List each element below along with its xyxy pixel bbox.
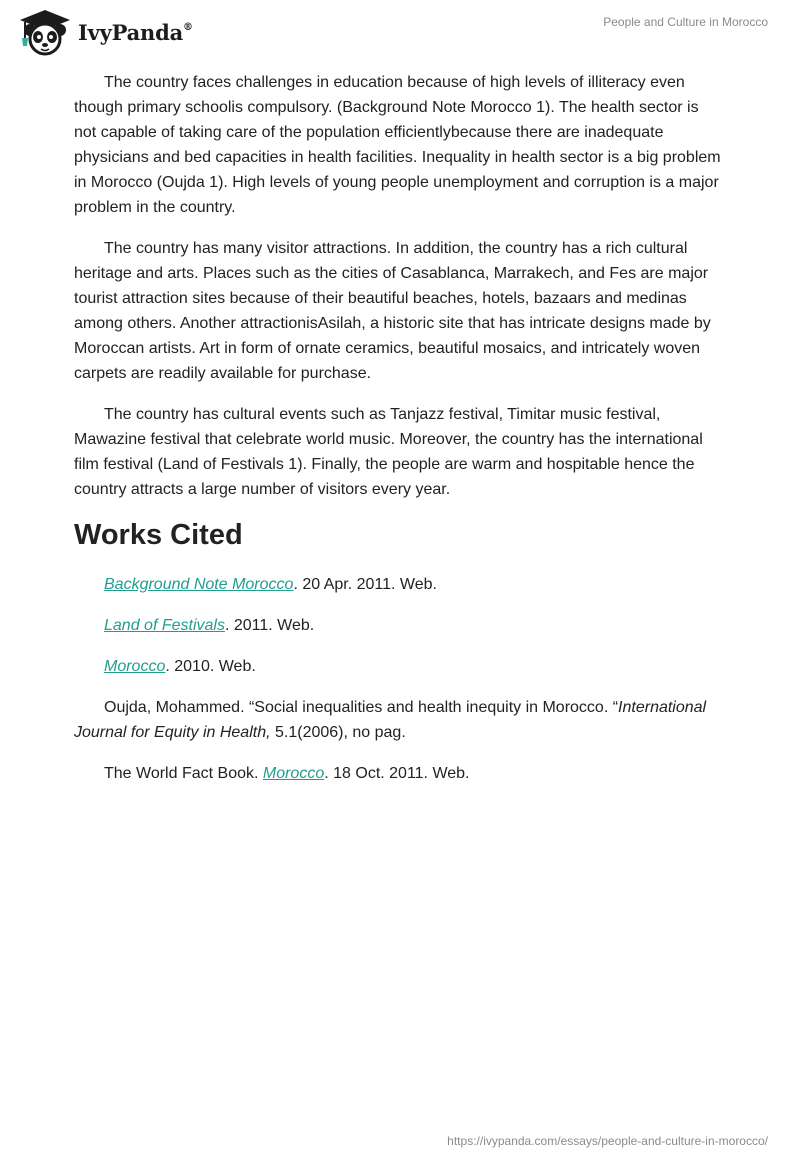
citation-link[interactable]: Morocco bbox=[262, 765, 325, 782]
citation-item bbox=[74, 613, 724, 638]
citation-details: . 2011. Web. bbox=[224, 617, 315, 634]
citation-link[interactable]: Morocco bbox=[104, 658, 166, 675]
citation-details: Oujda, Mohammed. “Social inequalities and health inequity in Morocco. “ bbox=[104, 699, 619, 716]
citation-item bbox=[74, 572, 724, 597]
citation-item bbox=[74, 761, 724, 786]
citation-details: . 18 Oct. 2011. Web. bbox=[324, 765, 470, 782]
citation-journal: International Journal for Equity in Health, bbox=[74, 699, 707, 741]
citation-details: . 2010. Web. bbox=[165, 658, 256, 675]
works-cited-heading: Works Cited bbox=[74, 519, 243, 551]
body-paragraph: The country has many visitor attractions. In addition, the country has a rich cultural heritage and arts. Places such as the cities of Casablanca, Marrakech, and Fes are major tourist attraction sites because of their beautiful beaches, hotels, bazaars and medinas among others. Another attractionisAsilah, a historic site that has intricate designs made by Moroccan artists. Art in form of ornate ceramics, beautiful mosaics, and intricately woven carpets are readily available for purchase. bbox=[74, 240, 711, 382]
citation-details: 5.1(2006), no pag. bbox=[270, 724, 406, 741]
citation-prefix: The World Fact Book. bbox=[104, 765, 263, 782]
body-paragraph: The country faces challenges in education because of high levels of illiteracy even though primary schoolis compulsory. (Background Note Morocco 1). The health sector is not capable of taking care of the population efficientlybecause there are inadequate physicians and bed capacities in health facilities. Inequality in health sector is a big problem in Morocco (Oujda 1). High levels of young people unemployment and corruption is a major problem in the country. bbox=[74, 74, 721, 216]
body-paragraph: The country has cultural events such as Tanjazz festival, Timitar music festival, Mawazine festival that celebrate world music. Moreover, the country has the international film festival (Land of Festivals 1). Finally, the people are warm and hospitable hence the country attracts a large number of visitors every year. bbox=[74, 406, 703, 498]
citation-item bbox=[74, 695, 724, 745]
page-header bbox=[0, 0, 800, 60]
citation-item bbox=[74, 654, 724, 679]
essay-content bbox=[74, 70, 724, 802]
brand-name: IvyPanda® bbox=[78, 19, 193, 45]
citation-link[interactable]: Background Note Morocco bbox=[104, 576, 294, 593]
running-title: People and Culture in Morocco bbox=[603, 15, 768, 29]
citation-details: . 20 Apr. 2011. Web. bbox=[293, 576, 437, 593]
source-url[interactable]: https://ivypanda.com/essays/people-and-culture-in-morocco/ bbox=[447, 1134, 768, 1148]
panda-graduate-icon bbox=[16, 8, 74, 56]
citation-link[interactable]: Land of Festivals bbox=[104, 617, 225, 634]
brand-logo[interactable] bbox=[16, 8, 193, 56]
